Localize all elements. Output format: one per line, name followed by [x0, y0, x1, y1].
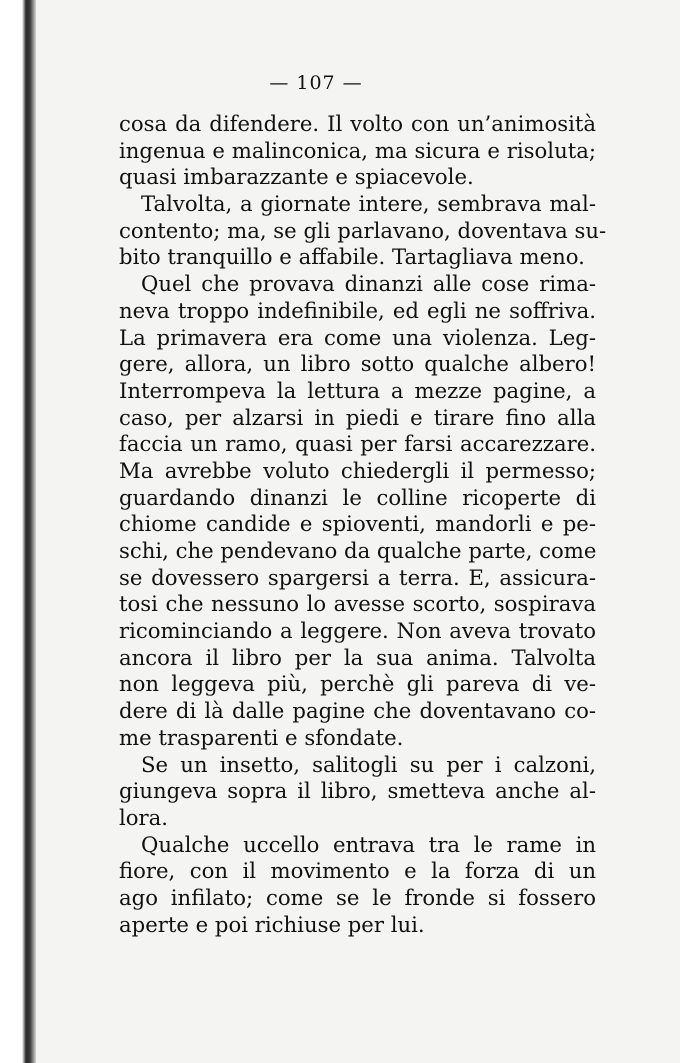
text-line: aperte e poi richiuse per lui. — [119, 911, 425, 937]
text-line: chiome candide e spioventi, mandorli e pe- — [119, 511, 596, 537]
text-line: lora. — [119, 804, 169, 830]
paragraph — [119, 271, 596, 751]
text-line: neva troppo indefinibile, ed egli ne soffriva. — [119, 297, 596, 323]
text-line: non leggeva più, perchè gli pareva di ve- — [119, 671, 596, 697]
text-line: Se un insetto, salitogli su per i calzoni, — [141, 751, 596, 777]
text-line: Qualche uccello entrava tra le rame in — [141, 831, 596, 857]
book-spine-edge — [0, 0, 36, 1063]
text-line: La primavera era come una violenza. Leg- — [119, 324, 596, 350]
text-line: Talvolta, a giornate intere, sembrava mal- — [141, 191, 596, 217]
text-line: contento; ma, se gli parlavano, doventava su- — [119, 217, 607, 243]
text-line: ingenua e malinconica, ma sicura e risoluta; — [119, 137, 596, 163]
text-line: se dovessero spargersi a terra. E, assicura- — [119, 564, 596, 590]
text-line: schi, che pendevano da qualche parte, come — [119, 538, 597, 563]
text-line: me trasparenti e sfondate. — [119, 724, 404, 750]
body-text — [119, 111, 607, 938]
book-page — [36, 0, 680, 1063]
paragraph — [119, 111, 596, 191]
paragraph — [119, 191, 607, 271]
text-line: Ma avrebbe voluto chiedergli il permesso; — [119, 457, 596, 483]
text-line: giungeva sopra il libro, smetteva anche al- — [119, 778, 596, 804]
text-line: Quel che provava dinanzi alle cose rima- — [141, 271, 596, 297]
text-line: fiore, con il movimento e la forza di un — [119, 858, 596, 884]
text-line: Interrompeva la lettura a mezze pagine, a — [119, 377, 596, 403]
page-number: — 107 — — [269, 72, 363, 94]
text-line: ancora il libro per la sua anima. Talvolta — [119, 644, 596, 670]
text-line: guardando dinanzi le colline ricoperte di — [119, 484, 596, 510]
text-line: caso, per alzarsi in piedi e tirare fino alla — [119, 404, 596, 430]
paragraph — [119, 832, 596, 939]
text-line: quasi imbarazzante e spiacevole. — [119, 164, 474, 190]
text-line: dere di là dalle pagine che doventavano co- — [119, 698, 596, 724]
text-line: faccia un ramo, quasi per farsi accarezzare. — [119, 431, 596, 457]
text-line: cosa da difendere. Il volto con un’animosità — [119, 111, 596, 136]
text-line: bito tranquillo e affabile. Tartagliava meno. — [119, 244, 585, 270]
text-line: gere, allora, un libro sotto qualche albero! — [119, 351, 596, 377]
paragraph — [119, 752, 596, 832]
text-line: ago infilato; come se le fronde si fossero — [119, 884, 596, 910]
text-line: ricominciando a leggere. Non aveva trovato — [119, 618, 596, 644]
text-line: tosi che nessuno lo avesse scorto, sospirava — [119, 591, 596, 617]
